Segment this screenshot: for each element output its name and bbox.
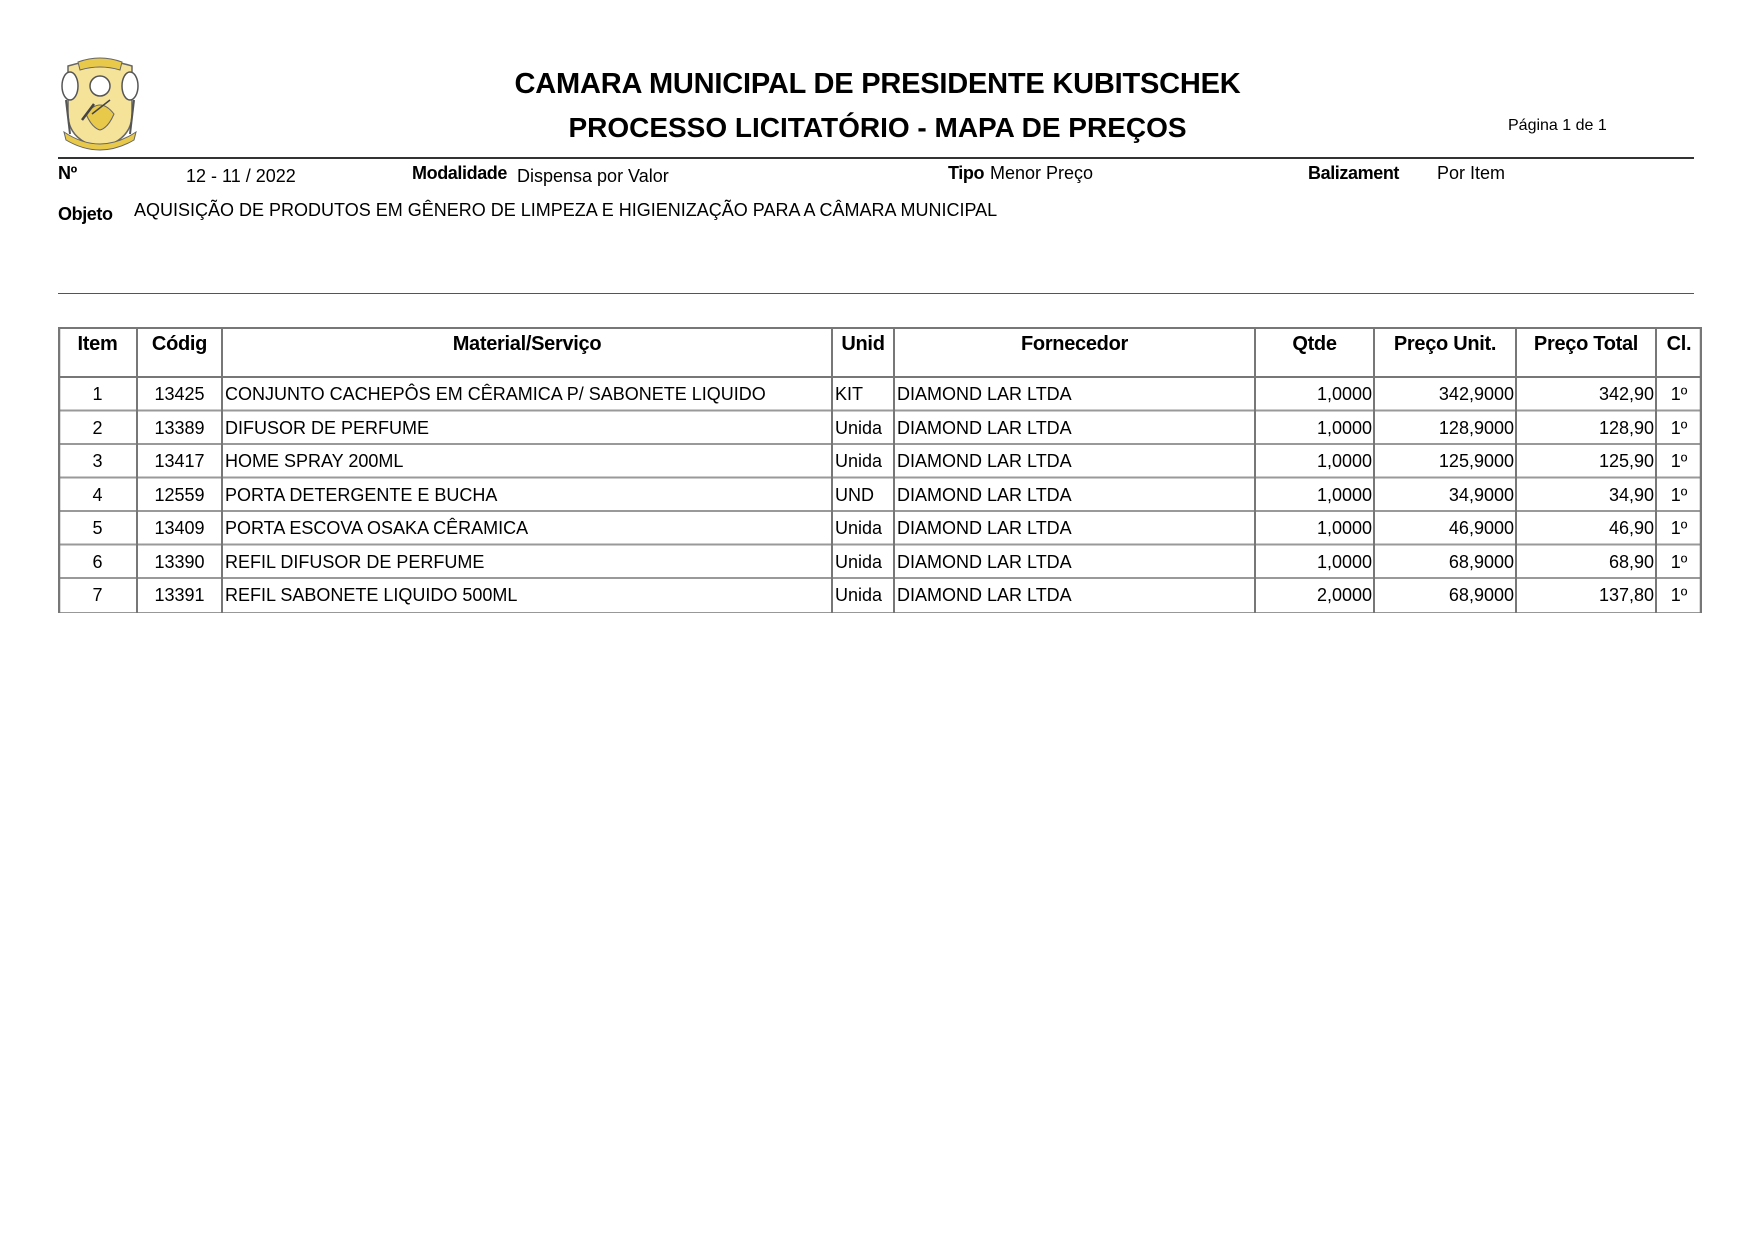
cell-item: 4 <box>92 484 103 505</box>
cell-codigo: 12559 <box>154 484 205 505</box>
cell-fornecedor: DIAMOND LAR LTDA <box>897 417 1072 438</box>
page-subtitle: PROCESSO LICITATÓRIO - MAPA DE PREÇOS <box>568 112 1187 143</box>
cell-preco-unit: 342,9000 <box>1438 384 1514 404</box>
objeto-label: Objeto <box>58 204 113 224</box>
column-header-preco-total: Preço Total <box>1533 333 1639 355</box>
cell-material: PORTA DETERGENTE E BUCHA <box>225 484 498 505</box>
cell-classificacao: 1º <box>1670 585 1688 605</box>
cell-fornecedor: DIAMOND LAR LTDA <box>897 551 1072 572</box>
cell-item: 3 <box>92 451 103 471</box>
cell-preco-total: 125,90 <box>1598 451 1654 471</box>
cell-classificacao: 1º <box>1670 484 1688 505</box>
cell-preco-unit: 128,9000 <box>1438 417 1514 438</box>
objeto-value: AQUISIÇÃO DE PRODUTOS EM GÊNERO DE LIMPEZA E HIGIENIZAÇÃO PARA A CÂMARA MUNICIPAL <box>134 200 998 220</box>
cell-codigo: 13391 <box>154 585 205 605</box>
cell-item: 5 <box>92 518 103 538</box>
modalidade-label: Modalidade <box>412 163 508 183</box>
column-header-item: Item <box>77 333 118 355</box>
column-header-qtde: Qtde <box>1292 333 1337 355</box>
column-header-codigo: Códig <box>151 333 208 355</box>
cell-unid: Unida <box>835 451 883 471</box>
tipo-label: Tipo <box>948 163 985 183</box>
cell-unid: Unida <box>835 417 883 438</box>
cell-qtde: 1,0000 <box>1316 484 1372 505</box>
cell-classificacao: 1º <box>1670 384 1688 404</box>
balizamento-value: Por Item <box>1437 163 1506 183</box>
column-header-preco-unit: Preço Unit. <box>1393 333 1497 355</box>
tipo-value: Menor Preço <box>990 163 1094 183</box>
cell-classificacao: 1º <box>1670 451 1688 471</box>
cell-fornecedor: DIAMOND LAR LTDA <box>897 484 1072 505</box>
cell-classificacao: 1º <box>1670 551 1688 572</box>
cell-preco-total: 68,90 <box>1608 551 1654 572</box>
cell-codigo: 13425 <box>154 384 205 404</box>
cell-material: CONJUNTO CACHEPÔS EM CÊRAMICA P/ SABONETE LIQUIDO <box>225 384 766 404</box>
cell-preco-unit: 68,9000 <box>1448 585 1514 605</box>
cell-classificacao: 1º <box>1670 518 1688 538</box>
cell-preco-total: 34,90 <box>1608 484 1654 505</box>
cell-fornecedor: DIAMOND LAR LTDA <box>897 384 1072 404</box>
cell-qtde: 1,0000 <box>1316 384 1372 404</box>
column-header-material: Material/Serviço <box>452 333 602 355</box>
cell-fornecedor: DIAMOND LAR LTDA <box>897 451 1072 471</box>
cell-unid: Unida <box>835 585 883 605</box>
cell-unid: UND <box>835 484 874 505</box>
cell-codigo: 13390 <box>154 551 205 572</box>
cell-preco-total: 46,90 <box>1608 518 1654 538</box>
cell-unid: KIT <box>835 384 864 404</box>
cell-codigo: 13417 <box>154 451 205 471</box>
modalidade-value: Dispensa por Valor <box>517 166 669 186</box>
cell-qtde: 1,0000 <box>1316 417 1372 438</box>
cell-material: REFIL SABONETE LIQUIDO 500ML <box>225 585 518 605</box>
cell-material: HOME SPRAY 200ML <box>225 451 404 471</box>
page-title: CAMARA MUNICIPAL DE PRESIDENTE KUBITSCHEK <box>514 68 1241 100</box>
cell-unid: Unida <box>835 518 883 538</box>
cell-preco-total: 128,90 <box>1598 417 1654 438</box>
cell-qtde: 1,0000 <box>1316 551 1372 572</box>
numero-value: 12 - 11 / 2022 <box>186 166 296 186</box>
numero-label: Nº <box>58 163 77 183</box>
cell-preco-unit: 68,9000 <box>1448 551 1514 572</box>
balizamento-label: Balizament <box>1308 163 1400 183</box>
cell-unid: Unida <box>835 551 883 572</box>
cell-preco-unit: 46,9000 <box>1448 518 1514 538</box>
cell-material: PORTA ESCOVA OSAKA CÊRAMICA <box>225 518 529 538</box>
cell-preco-unit: 125,9000 <box>1438 451 1514 471</box>
cell-preco-total: 342,90 <box>1598 384 1654 404</box>
cell-codigo: 13409 <box>154 518 205 538</box>
cell-qtde: 2,0000 <box>1316 585 1372 605</box>
cell-item: 7 <box>92 585 103 605</box>
cell-codigo: 13389 <box>154 417 205 438</box>
cell-material: DIFUSOR DE PERFUME <box>225 417 430 438</box>
column-header-unid: Unid <box>841 333 885 355</box>
column-header-fornecedor: Fornecedor <box>1020 333 1129 355</box>
cell-preco-unit: 34,9000 <box>1448 484 1514 505</box>
column-header-classificacao: Cl. <box>1666 333 1692 355</box>
cell-preco-total: 137,80 <box>1598 585 1654 605</box>
cell-material: REFIL DIFUSOR DE PERFUME <box>225 551 485 572</box>
header-divider <box>58 157 1694 159</box>
cell-classificacao: 1º <box>1670 417 1688 438</box>
cell-fornecedor: DIAMOND LAR LTDA <box>897 518 1072 538</box>
cell-qtde: 1,0000 <box>1316 451 1372 471</box>
page-counter: Página 1 de 1 <box>1508 117 1607 134</box>
cell-item: 6 <box>92 551 103 572</box>
cell-item: 1 <box>92 384 103 404</box>
price-table <box>58 327 1702 613</box>
cell-fornecedor: DIAMOND LAR LTDA <box>897 585 1072 605</box>
info-divider <box>58 293 1694 294</box>
cell-qtde: 1,0000 <box>1316 518 1372 538</box>
cell-item: 2 <box>92 417 103 438</box>
